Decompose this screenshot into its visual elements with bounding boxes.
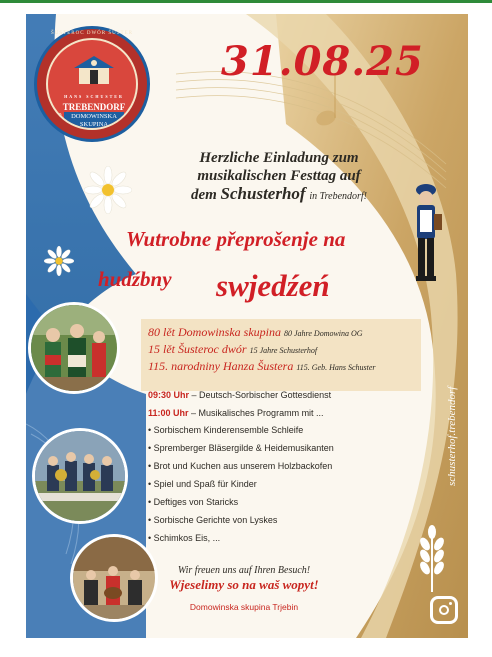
logo-year-left: 19: [56, 113, 62, 119]
event-date: 31.08.25: [221, 38, 424, 85]
jubilee-2-german: 15 Jahre Schusterhof: [249, 346, 318, 355]
logo-year-right: 45: [126, 113, 132, 119]
invitation-line-3b: Schusterhof: [220, 184, 306, 203]
instagram-lens: [439, 605, 449, 615]
invitation-sorbian-line-2a: hudźbny: [98, 267, 172, 291]
jubilee-1-german: 80 Jahre Domowina OG: [284, 329, 363, 338]
jubilee-1: [148, 325, 363, 340]
program-item: • Spiel und Spaß für Kinder: [148, 479, 257, 489]
invitation-line-3a: dem: [190, 187, 217, 203]
program-text-1: – Deutsch-Sorbischer Gottesdienst: [189, 390, 332, 400]
program-item: • Sorbischem Kinderensemble Schleife: [148, 425, 304, 435]
invitation-line-3c: in Trebendorf!: [309, 191, 368, 202]
brass-band-photo: [32, 428, 128, 524]
jubilee-2: [148, 342, 317, 357]
program-item: • Brot und Kuchen aus unserem Holzbackofen: [148, 461, 333, 471]
daisy-icon: [44, 246, 74, 276]
program-time-2: 11:00 Uhr: [148, 408, 189, 418]
logo-emblem: [46, 38, 138, 130]
jubilee-3-german: 115. Geb. Hans Schuster: [296, 363, 376, 372]
program-item: • Sorbische Gerichte von Lyskes: [148, 515, 278, 525]
logo-name-small: HANS SCHUSTER: [64, 94, 124, 99]
house-icon: [72, 54, 116, 84]
program-item: • Spremberger Bläsergilde & Heidemusikanten: [148, 443, 334, 453]
jubilee-1-sorbian: 80 lět Domowinska skupina: [148, 325, 281, 339]
invitation-sorbian-line-1: Wutrobne přeprošenje na: [126, 227, 346, 251]
program-text-2: – Musikalisches Programm mit ...: [188, 408, 324, 418]
daisy-icon: [84, 166, 132, 214]
instagram-handle[interactable]: schusterhof.trebendorf: [446, 386, 458, 486]
wheat-icon: [412, 524, 452, 594]
program-item: • Deftiges von Staricks: [148, 497, 239, 507]
program-time-1: 09:30 Uhr: [148, 390, 190, 400]
program-entry-1: [148, 390, 331, 400]
logo-name-main: TREBENDORF: [62, 102, 126, 112]
program-entry-2: [148, 408, 324, 418]
top-border-line: [0, 0, 492, 3]
logo-ring-text: ŠUSTEROC DWÓR ŠUSTER: [51, 31, 133, 36]
dancers-photo: [28, 302, 120, 394]
logo-name: [48, 92, 138, 112]
closing-signature: Domowinska skupina Trjebin: [189, 602, 299, 612]
invitation-line-2: musikalischen Festtag auf: [197, 168, 361, 184]
event-poster: [26, 14, 468, 638]
jubilee-3: [148, 359, 376, 374]
program-item: • Schimkos Eis, ...: [148, 533, 221, 543]
instagram-dot: [449, 602, 452, 605]
jubilee-2-sorbian: 15 lět Šusteroc dwór: [148, 342, 247, 356]
musicians-photo: [70, 534, 158, 622]
invitation-sorbian-line-2b: swjedźeń: [216, 268, 330, 303]
invitation-german: [148, 149, 410, 206]
jubilee-3-sorbian: 115. narodniny Hanza Šustera: [148, 359, 294, 373]
closing-sorbian: Wjeselimy so na waš wopyt!: [169, 577, 319, 592]
instagram-icon[interactable]: [430, 596, 458, 624]
domowina-logo: [34, 26, 150, 142]
shoemaker-figure: [404, 180, 448, 290]
invitation-line-3: [148, 185, 410, 206]
logo-subtitle: DOMOWINSKA SKUPINA: [64, 112, 124, 130]
invitation-line-1: Herzliche Einladung zum: [199, 150, 359, 166]
closing-german: Wir freuen uns auf Ihren Besuch!: [177, 565, 311, 576]
